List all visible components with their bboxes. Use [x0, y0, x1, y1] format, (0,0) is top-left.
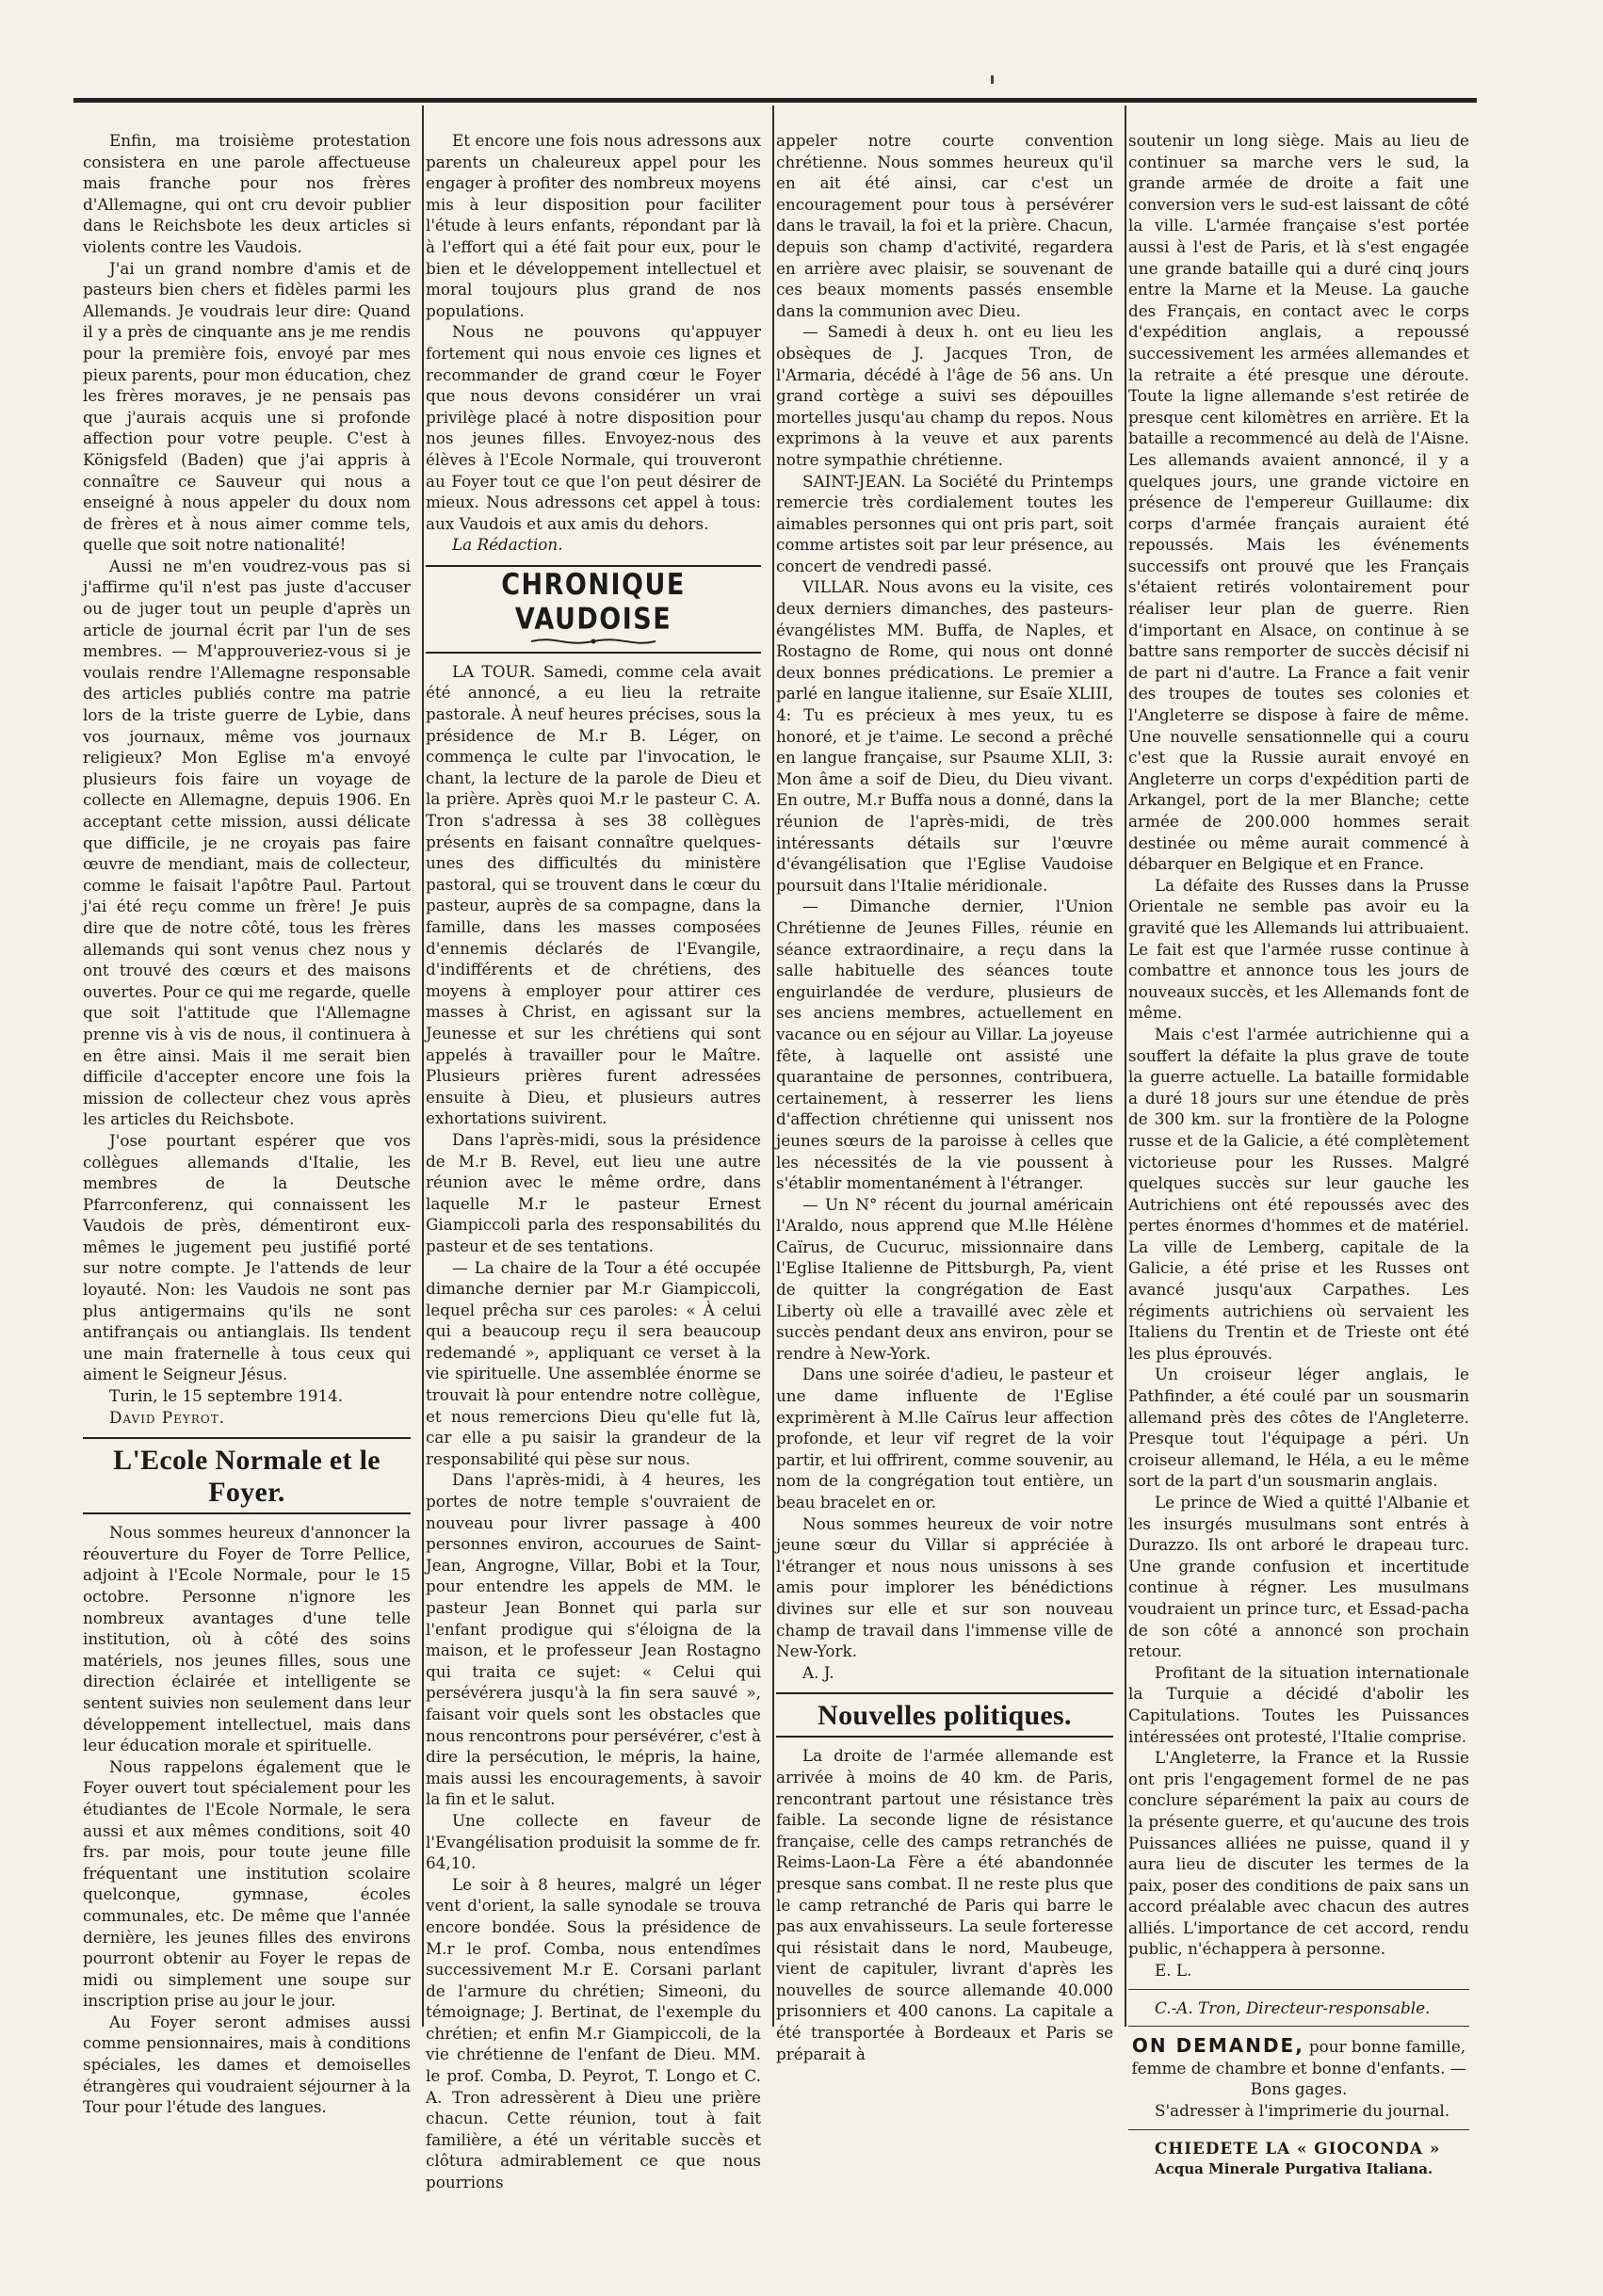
signature: A. J.: [802, 1662, 834, 1682]
article-paragraph: Une collecte en faveur de l'Evangélisation produisit la somme de fr. 64,10.: [426, 1810, 761, 1873]
article-paragraph: Dans l'après-midi, à 4 heures, les portes de notre temple s'ouvraient de nouveau pour livrer passage à 400 personnes environ, accourues de Saint-Jean, Angrogne, Villar, Bobi et la Tour, pour entendre les appels de MM. le pasteur Jean Bonnet qui parla sur l'enfant prodigue qui s'éloigna de la maison, et le professeur Jean Rostagno qui traita ce sujet: « Celui qui persévérera jusqu'à la fin sera sauvé », faisant voir quels sont les obstacles que nous rencontrons pour persévérer, c'est à dire la persécution, le mépris, la haine, mais aussi les encouragements, à savoir la fin et le salut.: [426, 1470, 761, 1809]
classified-ad: [1128, 2138, 1469, 2180]
article-paragraph: — Dimanche dernier, l'Union Chrétienne de Jeunes Filles, réunie en séance extraordinaire, a reçu dans la salle habituelle des séances toute enguirlandée de verdure, plusieurs de ses anciens membres, actuellement en vacance ou en séjour au Villar. La joyeuse fête, à laquelle ont assisté une quarantaine de personnes, contribuera, certainement, à resserrer les liens d'affection chrétienne qui unissent nos jeunes sœurs de la paroisse à celles que les nécessités de la vie poussent à s'établir momentanément à l'étranger.: [776, 897, 1113, 1193]
article-paragraph: Dans une soirée d'adieu, le pasteur et une dame influente de l'Eglise exprimèrent à M.lle Caïrus leur affection profonde, et leur vif regret de la voir partir, et lui offrirent, comme souvenir, au nom de la congrégation tout entière, un beau bracelet en or.: [776, 1365, 1113, 1512]
article-paragraph: J'ose pourtant espérer que vos collègues allemands d'Italie, les membres de la Deutsche Pfarrconferenz, qui connaissent les Vaudois de près, démentiront eux-mêmes le jugement peu justifié porté sur notre compte. Je l'attends de leur loyauté. Non: les Vaudois ne sont pas plus antigermains qu'ils ne sont antifrançais ou antianglais. Ils tendent une main fraternelle à tous ceux qui aiment le Seigneur Jésus.: [83, 1130, 411, 1384]
article-paragraph: SAINT-JEAN. La Société du Printemps remercie très cordialement toutes les aimables personnes qui ont pris part, soit comme artistes soit par leur présence, au concert de vendredi passé.: [776, 471, 1113, 575]
divider: [1128, 1989, 1469, 1990]
article-paragraph: Enfin, ma troisième protestation consistera en une parole affectueuse mais franche pour nos frères d'Allemagne, qui ont cru devoir publier dans le Reichsbote les deux articles si violents contre les Vaudois.: [83, 131, 411, 256]
section-heading-box: [776, 1692, 1113, 1738]
article-paragraph: — Samedi à deux h. ont eu lieu les obsèques de J. Jacques Tron, de l'Armaria, décédé à l'âge de 56 ans. Un grand cortège a suivi ses dépouilles mortelles jusqu'au champ du repos. Nous exprimons à la veuve et aux parents notre sympathie chrétienne.: [776, 322, 1113, 469]
section-heading-box: [83, 1437, 411, 1514]
article-paragraph: Mais c'est l'armée autrichienne qui a souffert la défaite la plus grave de toute la guerre actuelle. La bataille formidable a duré 18 jours sur une étendue de près de 300 km. sur la frontière de la Pologne russe et de la Galicie, a été complètement victorieuse pour les Russes. Malgré quelques succès sur leur gauche les Autrichiens ont été repoussés avec des pertes énormes d'hommes et de matériel. La ville de Lemberg, capitale de la Galicie, a été prise et les Russes ont avancé jusqu'aux Carpathes. Les régiments autrichiens où servaient les Italiens du Trentin et de Trieste ont été les plus éprouvés.: [1128, 1024, 1469, 1363]
article-paragraph: J'ai un grand nombre d'amis et de pasteurs bien chers et fidèles parmi les Allemands. Je voudrais leur dire: Quand il y a près de cinquante ans je me rendis pour la première fois, envoyé par mes pieux parents, pour mon éducation, chez les frères moraves, je ne pensais pas que j'aurais acquis une si profonde affection pour votre peuple. C'est à Königsfeld (Baden) que j'ai appris à connaître ce Sauveur qui nous a enseigné à nous appeler du doux nom de frères et à nous aimer comme tels, quelle que soit notre nationalité!: [83, 258, 411, 555]
section-heading: L'Ecole Normale et le Foyer.: [113, 1445, 381, 1509]
classified-ad: [1128, 2034, 1469, 2121]
article-paragraph: La défaite des Russes dans la Prusse Orientale ne semble pas avoir eu la gravité que les Allemands lui attribuaient. Le fait est que l'armée russe continue à combattre et annonce tous les jours de nouveaux succès, et les Allemands font de même.: [1128, 875, 1469, 1023]
top-rule: [73, 98, 1477, 103]
article-paragraph: L'Angleterre, la France et la Russie ont pris l'engagement formel de ne pas conclure séparément la paix au cours de la présente guerre, et qu'aucune des trois Puissances alliées ne puisse, quand il y aura lieu de discuter les termes de la paix, poser des conditions de paix sans un accord préalable avec chacun des autres alliés. L'importance de cet accord, rendu public, n'échappera à personne.: [1128, 1748, 1469, 1959]
article-paragraph: Profitant de la situation internationale la Turquie a décidé d'abolir les Capitulations. Toutes les Puissances intéressées ont protesté, l'Italie comprise.: [1128, 1662, 1469, 1746]
article-paragraph: Nous sommes heureux de voir notre jeune sœur du Villar si appréciée à l'étranger et nous nous unissons à ses amis pour implorer les bénédictions divines sur elle et sur son nouveau champ de travail dans l'immense ville de New-York.: [776, 1513, 1113, 1661]
ad-title: ON DEMANDE,: [1131, 2034, 1304, 2058]
ad-contact: S'adresser à l'imprimerie du journal.: [1155, 2101, 1450, 2121]
column-1: [75, 130, 418, 2155]
article-paragraph: Et encore une fois nous adressons aux parents un chaleureux appel pour les engager à profiter des nombreux moyens mis à leur disposition pour faciliter l'étude à leurs enfants, répondant par là à l'effort qui a été fait pour eux, pour le bien et le développement intellectuel et moral toujours plus grand de nos populations.: [426, 131, 761, 320]
signature: David Peyrot.: [109, 1407, 226, 1427]
article-paragraph: — Un N° récent du journal américain l'Araldo, nous apprend que M.lle Hélène Caïrus, de Cucuruc, missionnaire dans l'Eglise Italienne de Pittsburgh, Pa, vient de quitter la congrégation de East Liberty où elle a travaillé avec zèle et succès pendant deux ans environ, pour se rendre à New-York.: [776, 1194, 1113, 1363]
article-paragraph: Un croiseur léger anglais, le Pathfinder, a été coulé par un sousmarin allemand près des côtes de l'Angleterre. Presque tout l'équipage a péri. Un croiseur allemand, le Héla, a eu le même sort de la part d'un sousmarin anglais.: [1128, 1365, 1469, 1491]
article-paragraph: La droite de l'armée allemande est arrivée à moins de 40 km. de Paris, rencontrant partout une résistance très faible. La seconde ligne de résistance française, celle des camps retranchés de Reims-Laon-La Fère a été abandonnée presque sans combat. Il ne reste plus que le camp retranché de Paris qui barre le pas aux envahisseurs. La seule forteresse qui résistait dans le nord, Maubeuge, vient de capituler, livrant d'après les nouvelles de source allemande 40.000 prisonniers et 400 canons. La capitale a été transportée à Bordeaux et Paris se préparait à: [776, 1746, 1113, 2063]
signature: La Rédaction.: [452, 535, 563, 555]
column-4: [1121, 130, 1477, 2178]
section-heading: Nouvelles politiques.: [818, 1700, 1072, 1732]
article-paragraph: — La chaire de la Tour a été occupée dimanche dernier par M.r Giampiccoli, lequel prêcha sur ces paroles: « À celui qui a beaucoup reçu il sera beaucoup redemandé », appliquant ce verset à la vie spirituelle. Une assemblée énorme se trouvait là pour entendre notre collègue, et nous remercions Dieu qu'elle fut là, car elle a pu saisir la grandeur de la responsabilité qui pèse sur nous.: [426, 1257, 761, 1468]
article-paragraph: LA TOUR. Samedi, comme cela avait été annoncé, a eu lieu la retraite pastorale. À neuf heures précises, sous la présidence de M.r B. Léger, on commença le culte par l'invocation, le chant, la lecture de la parole de Dieu et la prière. Après quoi M.r le pasteur C. A. Tron s'adressa à ses 38 collègues présents en faisant connaître quelques-unes des difficultés du ministère pastoral, qui se trouvent dans le cœur du pasteur, auprès de sa compagne, dans la famille, dans les masses composées d'ennemis déclarés de l'Evangile, d'indifférents et de chrétiens, des moyens à employer pour attirer ces masses à Christ, en agissant sur la Jeunesse et sur les chrétiens qui sont appelés à travailler pour le Maître. Plusieurs prières furent adressées ensuite à Dieu, et plusieurs autres exhortations suivirent.: [426, 661, 761, 1128]
article-paragraph: Le prince de Wied a quitté l'Albanie et les insurgés musulmans sont entrés à Durazzo. Ils ont arboré le drapeau turc. Une grande confusion et incertitude continue à régner. Les musulmans voudraient un prince turc, et Essad-pacha de son côté a annoncé son prochain retour.: [1128, 1493, 1469, 1661]
article-paragraph: Nous rappelons également que le Foyer ouvert tout spécialement pour les étudiantes de l'Ecole Normale, le sera aussi et aux mêmes conditions, soit 40 frs. par mois, pour toute jeune fille fréquentant une institution scolaire quelconque, gymnase, écoles communales, etc. De même que l'année dernière, les jeunes filles des environs pourront obtenir au Foyer le repas de midi ou simplement une soupe sur inscription prise au jour le jour.: [83, 1756, 411, 2011]
ad-title: CHIEDETE LA « GIOCONDA »: [1155, 2138, 1441, 2158]
page-mark: [991, 75, 994, 84]
article-paragraph: Aussi ne m'en voudrez-vous pas si j'affirme qu'il n'est pas juste d'accuser ou de juger tout un peuple d'après un article de journal écrit par l'un de ses membres. — M'approuveriez-vous si je voulais rendre l'Allemagne responsable des articles publiés contre ma patrie lors de la triste guerre de Lybie, dans vos journaux, même vos journaux religieux? Mon Eglise m'a envoyé plusieurs fois faire un voyage de collecte en Allemagne, depuis 1906. En acceptant cette mission, aussi délicate que difficile, je ne croyais pas faire œuvre de mendiant, mais de collecteur, comme le faisait l'apôtre Paul. Partout j'ai été reçu comme un frère! Je puis dire que de notre côté, tous les frères allemands qui sont venus chez nous y ont trouvé des cœurs et des maisons ouvertes. Pour ce qui me regarde, quelle que soit l'attitude que l'Allemagne prenne vis à vis de nous, il continuera à en être ainsi. Mais il me serait bien difficile d'accepter encore une fois la mission de collecteur chez vous après les articles du Reichsbote.: [83, 556, 411, 1129]
article-paragraph: Nous ne pouvons qu'appuyer fortement qui nous envoie ces lignes et recommander de grand cœur le Foyer que nous devons considérer un vrai privilège placé à notre disposition pour nos jeunes filles. Envoyez-nous des élèves à l'Ecole Normale, qui trouveront au Foyer tout ce que l'on peut désirer de mieux. Nous adressons cet appel à tous: aux Vaudois et aux amis du dehors.: [426, 322, 761, 533]
section-heading: CHRONIQUE VAUDOISE: [501, 568, 686, 637]
article-paragraph: soutenir un long siège. Mais au lieu de continuer sa marche vers le sud, la grande armée de droite a fait une conversion vers le sud-est laissant de côté la ville. L'armée française s'est portée aussi à l'est de Paris, et là s'est engagée une grande bataille qui a duré cinq jours entre la Marne et la Meuse. La gauche des Français, en contact avec le corps d'expédition anglais, a repoussé successivement les armées allemandes et la retraite a été presque une déroute. Toute la ligne allemande s'est retirée de presque cent kilomètres en arrière. Et la bataille a recommencé au delà de l'Aisne. Les allemands avaient annoncé, il y a quelques jours, une grande victoire en présence de l'empereur Guillaume: dix corps d'armée français auraient été repoussés. Mais les événements successifs ont prouvé que les Français s'étaient retirés volontairement pour réaliser leur plan de guerre. Rien d'important en Alsace, on continue à se battre sans remporter de succès décisif ni de part ni d'autre. La France a fait venir des troupes de toutes ses colonies et l'Angleterre se dispose à faire de même. Une nouvelle sensationnelle qui a couru c'est que la Russie aurait envoyé en Angleterre un corps d'expédition parti de Arkangel, port de la mer Blanche; cette armée de 200.000 hommes serait destinée ou même aurait commencé à débarquer en Belgique et en France.: [1128, 131, 1469, 874]
article-paragraph: VILLAR. Nous avons eu la visite, ces deux derniers dimanches, des pasteurs-évangélistes MM. Buffa, de Naples, et Rostagno de Rome, qui nous ont donné deux bonnes prédications. Le premier a parlé en langue italienne, sur Esaïe XLIII, 4: Tu es précieux à mes yeux, tu es honoré, et je t'aime. Le second a prêché en langue française, sur Psaume XLII, 3: Mon âme a soif de Dieu, du Dieu vivant. En outre, M.r Buffa nous a donné, dans la réunion de l'après-midi, de très intéressants détails sur l'œuvre d'évangélisation que l'Eglise Vaudoise poursuit dans l'Italie méridionale.: [776, 577, 1113, 895]
signature: E. L.: [1155, 1961, 1192, 1981]
ad-text: Acqua Minerale Purgativa Italiana.: [1155, 2160, 1433, 2178]
column-3: [769, 130, 1121, 2155]
article-paragraph: appeler notre courte convention chrétienne. Nous sommes heureux qu'il en ait été ainsi, car c'est un encouragement pour tous à persévérer dans le travail, la foi et la prière. Chacun, depuis son champ d'activité, regardera en arrière avec plaisir, se souvenant de ces beaux moments passés ensemble dans la communion avec Dieu.: [776, 131, 1113, 320]
article-paragraph: Au Foyer seront admises aussi comme pensionnaires, mais à conditions spéciales, les dames et demoiselles étrangères qui voudraient séjourner à la Tour pour l'étude des langues.: [83, 2012, 411, 2117]
column-2: [418, 130, 769, 2192]
article-paragraph: Dans l'après-midi, sous la présidence de M.r B. Revel, eut lieu une autre réunion avec le même ordre, dans laquelle M.r le pasteur Ernest Giampiccoli parla des responsabilités du pasteur et de ses tentations.: [426, 1129, 761, 1255]
divider: [1128, 2026, 1469, 2027]
dateline: Turin, le 15 septembre 1914.: [109, 1386, 344, 1406]
article-paragraph: Le soir à 8 heures, malgré un léger vent d'orient, la salle synodale se trouva encore bondée. Sous la présidence de M.r le prof. Comba, nous entendîmes successivement M.r E. Corsani parlant de l'armure du chrétien; Simeoni, du témoignage; J. Bertinat, de l'exemple du chrétien; et enfin M.r Giampiccoli, de la vie chrétienne de l'enfant de Dieu. MM. le prof. Comba, D. Peyrot, T. Longo et C. A. Tron adressèrent à Dieu une prière chacun. Cette réunion, tout à fait familière, a été un véritable succès et clôtura admirablement ce que nous pourrions: [426, 1874, 761, 2192]
section-heading-box: [426, 565, 761, 654]
divider: [1128, 2129, 1469, 2130]
director-line: C.-A. Tron, Directeur-responsable.: [1155, 1997, 1431, 2017]
newspaper-columns: [75, 130, 1477, 2192]
ad-text: pour bonne famille, femme de chambre et bonne d'enfants. — Bons gages.: [1131, 2037, 1466, 2099]
article-paragraph: Nous sommes heureux d'annoncer la réouverture du Foyer de Torre Pellice, adjoint à l'Ecole Normale, pour le 15 octobre. Personne n'ignore les nombreux avantages d'une telle institution, où à côté des soins matériels, nos jeunes filles, sous une direction éclairée et intelligente se sentent suivies non seulement dans leur développement intellectuel, mais dans leur éducation morale et spirituelle.: [83, 1523, 411, 1755]
